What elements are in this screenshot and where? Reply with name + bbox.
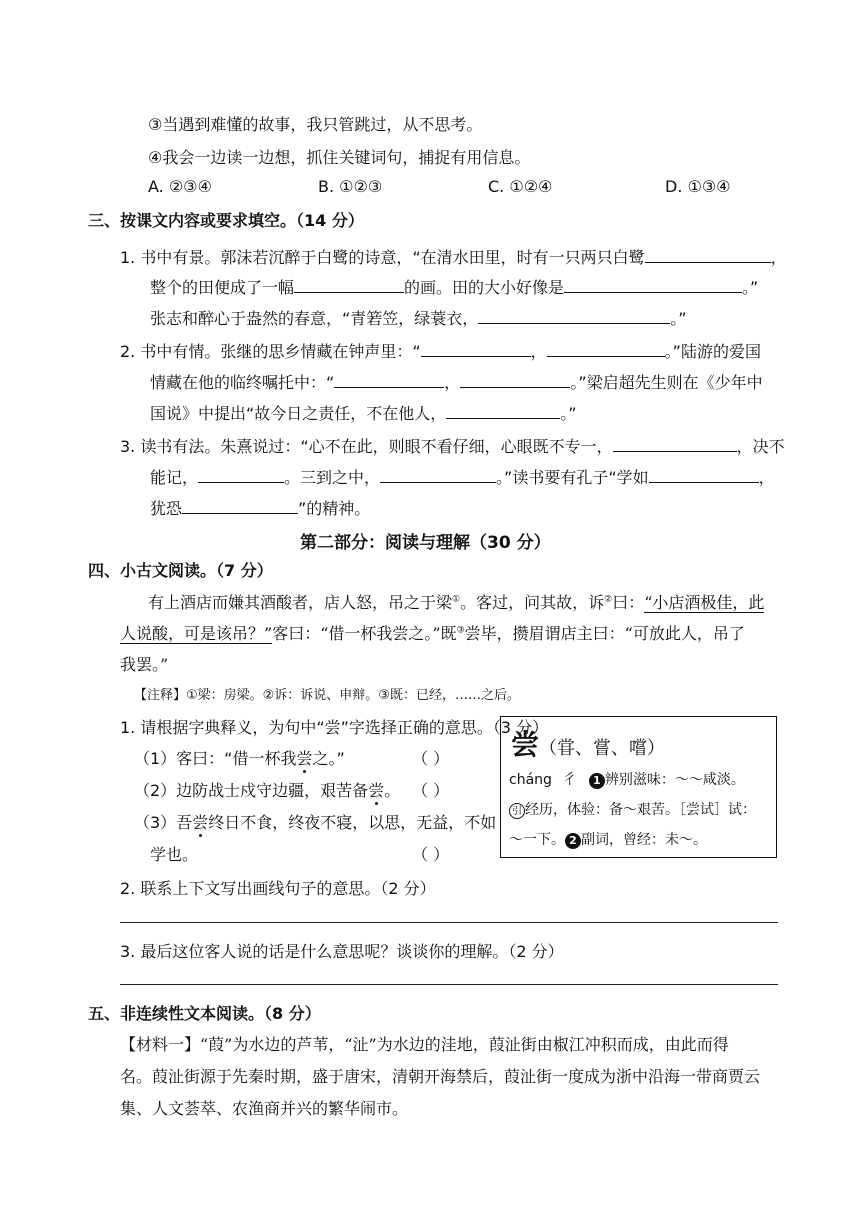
q4-1-sub3 bbox=[134, 810, 496, 833]
text: 国说》中提出“故今日之责任，不在他人， bbox=[150, 404, 447, 423]
text: 情藏在他的临终嘱托中：“ bbox=[150, 373, 335, 392]
text: 。 bbox=[384, 781, 401, 800]
punct: 。” bbox=[742, 278, 759, 297]
text: 能记， bbox=[150, 468, 199, 487]
text: 。”读书要有孔子“学如 bbox=[496, 468, 649, 487]
text: 。”梁启超先生则在《少年中 bbox=[570, 373, 763, 392]
q4-1-sub1 bbox=[134, 746, 345, 769]
text: 客曰：“借一杯我尝之。”既 bbox=[272, 624, 457, 643]
text: 之。” bbox=[312, 749, 345, 768]
dict-line3 bbox=[509, 829, 707, 849]
underlined-sentence: “小店酒极佳，此 bbox=[644, 593, 765, 612]
text: 3. 读书有法。朱熹说过：“心不在此，则眼不看仔细，心眼既不专一， bbox=[120, 437, 613, 456]
target-char: 尝 bbox=[192, 813, 209, 832]
text: 张志和醉心于盎然的春意，“青箬笠，绿蓑衣， bbox=[150, 309, 479, 328]
q4-1-prompt: 1. 请根据字典释义，为句中“尝”字选择正确的意思。（3 分） bbox=[120, 718, 549, 737]
choice-b: B. ①②③ bbox=[318, 177, 383, 196]
fill-blank[interactable] bbox=[198, 464, 284, 483]
q3-1-line1 bbox=[120, 244, 787, 268]
punct: 。” bbox=[560, 404, 577, 423]
q4-1-sub3-cont: 学也。 bbox=[150, 845, 199, 864]
footnote-mark: ③ bbox=[456, 625, 465, 636]
part-2-title: 第二部分：阅读与理解（30 分） bbox=[300, 533, 551, 553]
fill-blank[interactable] bbox=[446, 400, 560, 419]
fill-blank[interactable] bbox=[649, 464, 759, 483]
answer-paren-1[interactable]: （ ） bbox=[412, 749, 450, 768]
annotation-notes: 【注释】①梁：房梁。②诉：诉说、申辩。③既：已经，……之后。 bbox=[134, 688, 520, 703]
answer-paren-2[interactable]: （ ） bbox=[412, 781, 450, 800]
punct: ， bbox=[530, 342, 547, 361]
passage-line1 bbox=[148, 590, 764, 613]
section-4-heading: 四、小古文阅读。（7 分） bbox=[88, 561, 273, 580]
dict-line2 bbox=[509, 799, 756, 819]
text: 的画。田的大小好像是 bbox=[404, 278, 565, 297]
text: 。三到之中， bbox=[284, 468, 381, 487]
fill-blank[interactable] bbox=[547, 338, 665, 357]
q3-1-text: 1. 书中有景。郭沫若沉醉于白鹭的诗意，“在清水田里，时有一只两只白鹭 bbox=[120, 248, 645, 267]
text: （3）吾 bbox=[134, 813, 193, 832]
option-item-4: ④我会一边读一边想，抓住关键词句，捕捉有用信息。 bbox=[148, 148, 531, 167]
fill-blank[interactable] bbox=[294, 274, 404, 293]
text: 2. 书中有情。张继的思乡情藏在钟声里：“ bbox=[120, 342, 421, 361]
q4-2-prompt: 2. 联系上下文写出画线句子的意思。（2 分） bbox=[120, 879, 436, 898]
q3-2-line3 bbox=[150, 400, 577, 424]
text: 整个的田便成了一幅 bbox=[150, 278, 295, 297]
dictionary-entry-box bbox=[500, 716, 777, 858]
choice-c: C. ①②④ bbox=[488, 177, 553, 196]
q3-3-line2 bbox=[150, 464, 775, 488]
text: （2）边防战士戍守边疆，艰苦备 bbox=[134, 781, 369, 800]
answer-line[interactable] bbox=[120, 984, 778, 985]
text: 曰： bbox=[612, 593, 645, 612]
text: 犹恐 bbox=[150, 499, 183, 518]
text: ，决不 bbox=[736, 437, 785, 456]
underlined-sentence: 人说酸，可是该吊？” bbox=[120, 624, 273, 643]
option-item-3: ③当遇到难懂的故事，我只管跳过，从不思考。 bbox=[148, 115, 483, 134]
fill-blank[interactable] bbox=[421, 338, 531, 357]
dict-line1 bbox=[509, 769, 745, 789]
sense-number-2: 2 bbox=[565, 833, 581, 849]
target-char: 尝 bbox=[296, 749, 313, 768]
fill-blank[interactable] bbox=[182, 495, 298, 514]
q3-1-line3 bbox=[150, 305, 687, 329]
target-char: 尝 bbox=[368, 781, 385, 800]
q3-3-line1 bbox=[120, 433, 785, 457]
dict-variants: （甞、嘗、嚐） bbox=[539, 738, 666, 759]
dict-pinyin: cháng bbox=[509, 772, 552, 788]
punct: 。” bbox=[670, 309, 687, 328]
punct: ， bbox=[444, 373, 461, 392]
text: ～一下。 bbox=[509, 832, 565, 848]
text: 尝毕，攒眉谓店主曰：“可放此人，吊了 bbox=[464, 624, 745, 643]
punct: ， bbox=[758, 468, 775, 487]
dict-headword: 尝 bbox=[511, 728, 540, 761]
fill-blank[interactable] bbox=[613, 433, 737, 452]
fill-blank[interactable] bbox=[564, 274, 742, 293]
q4-3-prompt: 3. 最后这位客人说的话是什么意思呢？谈谈你的理解。（2 分） bbox=[120, 942, 564, 961]
section-5-heading: 五、非连续性文本阅读。（8 分） bbox=[88, 1004, 321, 1023]
fill-blank[interactable] bbox=[380, 464, 496, 483]
extended-meaning-mark: 引 bbox=[509, 803, 525, 819]
punct: ， bbox=[770, 248, 787, 267]
material-1-line3: 集、人文荟萃、农渔商并兴的繁华闹市。 bbox=[120, 1099, 409, 1118]
passage-line2 bbox=[120, 621, 745, 644]
material-1-line1: 【材料一】“葭”为水边的芦苇，“沚”为水边的洼地，葭沚街由椒江冲积而成，由此而得 bbox=[120, 1035, 729, 1054]
fill-blank[interactable] bbox=[478, 305, 670, 324]
section-3-heading: 三、按课文内容或要求填空。（14 分） bbox=[88, 211, 364, 230]
text: 有上酒店而嫌其酒酸者，店人怒，吊之于梁 bbox=[148, 593, 453, 612]
text: ”的精神。 bbox=[298, 499, 371, 518]
dict-headword-line bbox=[511, 723, 665, 763]
material-1-line2: 名。葭沚街源于先秦时期，盛于唐宋，清朝开海禁后，葭沚街一度成为浙中沿海一带商贾云 bbox=[120, 1067, 761, 1086]
choice-a: A. ②③④ bbox=[148, 177, 212, 196]
q3-3-line3 bbox=[150, 495, 370, 519]
text: （1）客曰：“借一杯我 bbox=[134, 749, 297, 768]
dict-sense-2: 副词，曾经：未～。 bbox=[581, 832, 707, 848]
q3-1-line2 bbox=[150, 274, 758, 298]
q3-2-line2 bbox=[150, 369, 763, 393]
text: 。客过，问其故，诉 bbox=[460, 593, 605, 612]
dict-sense-ext: 经历，体验：备～艰苦。［尝试］试： bbox=[525, 802, 756, 818]
q4-1-sub2 bbox=[134, 778, 400, 801]
choice-d: D. ①③④ bbox=[665, 177, 731, 196]
dict-radical: 彳 bbox=[562, 772, 577, 788]
footnote-mark: ① bbox=[452, 594, 461, 605]
passage-line3: 我罢。” bbox=[120, 655, 169, 674]
footnote-mark: ② bbox=[604, 594, 613, 605]
fill-blank[interactable] bbox=[334, 369, 444, 388]
fill-blank[interactable] bbox=[645, 244, 771, 263]
q3-2-line1 bbox=[120, 338, 761, 362]
text: 。”陆游的爱国 bbox=[664, 342, 761, 361]
answer-line[interactable] bbox=[120, 922, 778, 923]
answer-paren-3[interactable]: （ ） bbox=[412, 845, 450, 864]
dict-sense-1: 辨别滋味：～～咸淡。 bbox=[604, 772, 745, 788]
text: 终日不食，终夜不寝，以思，无益，不如 bbox=[208, 813, 497, 832]
fill-blank[interactable] bbox=[460, 369, 570, 388]
sense-number-1: 1 bbox=[589, 773, 605, 789]
